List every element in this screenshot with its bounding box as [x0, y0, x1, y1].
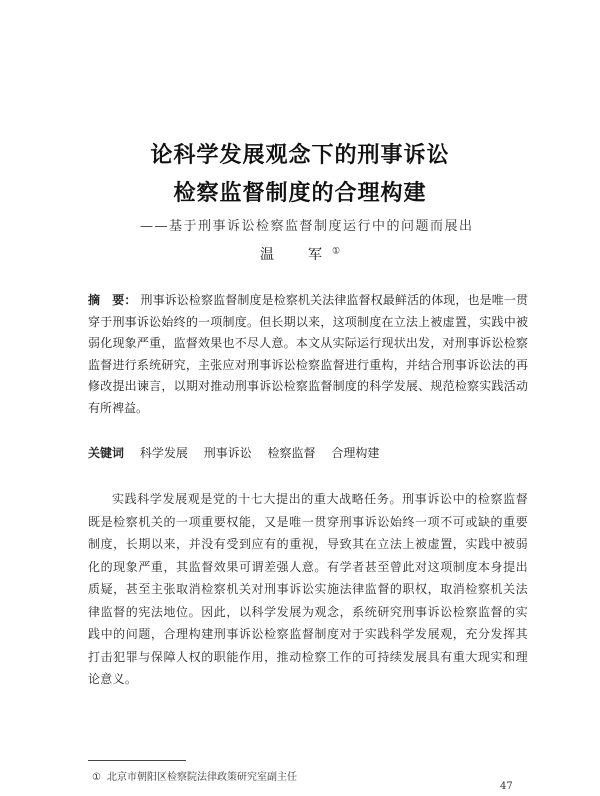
- keywords: [88, 444, 528, 461]
- abstract-label: 摘 要：: [88, 293, 137, 307]
- keywords-label: 关键词: [88, 446, 125, 460]
- article-title-line-2: 检察监督制度的合理构建: [173, 181, 427, 206]
- author-line: [0, 244, 600, 264]
- keyword-item: 科学发展: [139, 446, 188, 460]
- article-title-line-1: 论科学发展观念下的刑事诉讼: [150, 143, 450, 168]
- abstract-text: 刑事诉讼检察监督制度是检察机关法律监督权最鲜活的体现，也是唯一贯穿于刑事诉讼始终的一项制度。但长期以来，这项制度在立法上被虚置，实践中被弱化现象严重，监督效果也不尽人意。本文从实际运行现状出发，对刑事诉讼检察监督进行系统研究，主张应对刑事诉讼检察监督进行重构，并结合刑事诉讼法的再修改提出谏言，以期对推动刑事诉讼检察监督制度的科学发展、规范检察实践活动有所裨益。: [88, 293, 528, 415]
- abstract: [88, 290, 528, 419]
- article-subtitle: ——基于刑事诉讼检察监督制度运行中的问题而展出: [140, 219, 474, 234]
- body-paragraph: 实践科学发展观是党的十七大提出的重大战略任务。刑事诉讼中的检察监督既是检察机关的一项重要权能，又是唯一贯穿刑事诉讼始终一项不可或缺的重要制度，长期以来，并没有受到应有的重视，导致其在立法上被虚置，实践中被弱化的现象严重，其监督效果可谓差强人意。有学者甚至曾此对这项制度本身提出质疑，甚至主张取消检察机关对刑事诉讼实施法律监督的职权，取消检察机关法律监督的宪法地位。因此，以科学发展为观念，系统研究刑事诉讼检察监督的实践中的问题，合理构建刑事诉讼检察监督制度对于实践科学发展观，充分发挥其打击犯罪与保障人权的职能作用，推动检察工作的可持续发展具有重大现实和理论意义。: [88, 492, 528, 686]
- footnote: [92, 768, 297, 783]
- author-note-mark: ①: [331, 246, 341, 257]
- footnote-text: 北京市朝阳区检察院法律政策研究室副主任: [106, 772, 297, 783]
- footnote-divider: [88, 760, 186, 761]
- keyword-item: 刑事诉讼: [203, 446, 252, 460]
- author-name: 温 军: [259, 247, 332, 263]
- footnote-mark: ①: [92, 772, 101, 783]
- keyword-item: 合理构建: [331, 446, 380, 460]
- keyword-item: 检察监督: [267, 446, 316, 460]
- page-number: 47: [500, 781, 513, 792]
